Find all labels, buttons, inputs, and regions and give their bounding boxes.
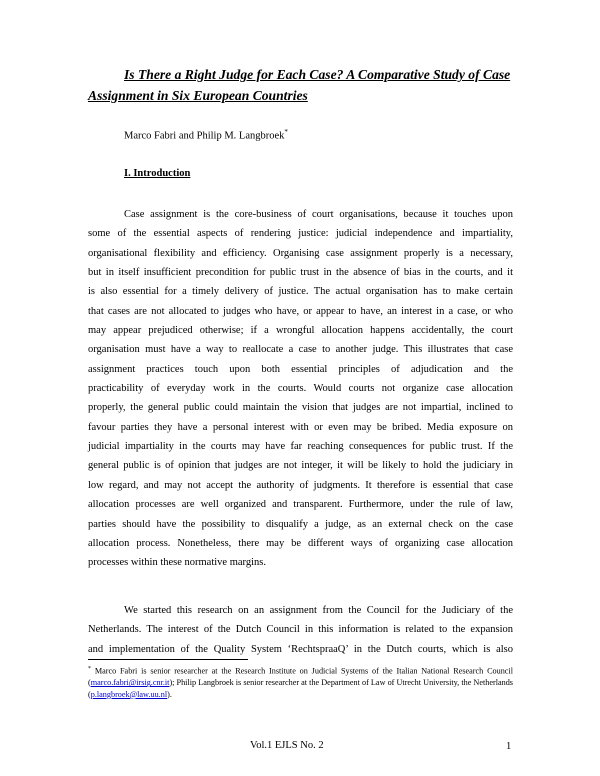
title-line-1: Is There a Right Judge for Each Case? A Comparative Study of Case [124, 67, 511, 82]
email-link-fabri[interactable]: marco.fabri@irsig.cnr.it [90, 678, 170, 688]
paragraph-line: parties should have the possibility to disqualify a judge, as an external check on the case [88, 518, 513, 530]
paragraph-line: Netherlands. The interest of the Dutch Council in this information is related to the expansion [88, 624, 513, 636]
footnote-text: ); Philip Langbroek is senior researcher at the Department of Law of Utrecht University, the Netherlands ( [88, 678, 513, 699]
paragraph-line: assignment practices touch upon both essential principles of adjudication and the [88, 363, 513, 375]
paragraph-line: allocation process. Nonetheless, there may be different ways of organizing case allocation [88, 537, 513, 549]
paragraph-line: judicial impartiality in the courts may have far reaching consequences for public trust. If the [88, 441, 513, 453]
paragraph-line: properly, the general public could maintain the vision that judges are not impartial, inclined to [88, 402, 513, 414]
paragraph-line: Case assignment is the core-business of court organisations, because it touches upon [124, 209, 513, 220]
paragraph-line: organisational flexibility and efficiency. Organising case assignment properly is a necessary, [88, 247, 513, 259]
paragraph-line: general public is of opinion that judges are not integer, it will be likely to hold the judiciary in [88, 460, 513, 472]
paragraph-line: but in itself insufficient precondition for public trust in the absence of bias in the courts, and it [88, 267, 513, 279]
page-number: 1 [506, 741, 512, 752]
introduction-paragraph-2 [88, 601, 513, 659]
paragraph-line: low regard, and may not accept the authority of judgments. It therefore is essential that case [88, 479, 513, 491]
email-link-langbroek[interactable]: p.langbroek@law.uu.nl [90, 689, 168, 699]
paragraph-line: some of the essential aspects of rendering justice: judicial independence and impartiality, [88, 228, 513, 240]
paragraph-line: and implementation of the Quality System ‘RechtspraaQ’ in the Dutch courts, which is also [88, 643, 513, 655]
paragraph-line: favour parties they have a personal interest with or even may be bribed. Media exposure on [88, 421, 513, 433]
footnote-divider [88, 659, 248, 660]
author-line [124, 125, 288, 144]
paragraph-line: practicability of everyday work in the courts. Would courts not organize case allocation [88, 383, 513, 395]
paper-title [88, 64, 518, 106]
footnote-marker: * [88, 666, 91, 672]
footnote-text: ). [167, 689, 172, 699]
section-heading: I. Introduction [124, 168, 191, 179]
footnote-text: Marco Fabri is senior researcher at the Research Institute on Judicial Systems of the Italian National Research Council ( [88, 666, 513, 688]
journal-footer: Vol.1 EJLS No. 2 [250, 740, 324, 751]
paragraph-line: allocation processes are well organized and transparent. Furthermore, under the rule of law, [88, 499, 513, 511]
paragraph-line: processes within these normative margins. [88, 557, 266, 569]
paragraph-line: We started this research on an assignment from the Council for the Judiciary of the [124, 605, 513, 616]
footnote [88, 664, 513, 700]
paragraph-line: may appear prejudiced otherwise; if a wrongful allocation happens accidentally, the court [88, 325, 513, 337]
title-line-2: Assignment in Six European Countries [88, 88, 308, 103]
paragraph-line: is also essential for a timely delivery of justice. The actual organisation has to make certain [88, 286, 513, 298]
introduction-paragraph-1 [88, 205, 513, 573]
author-footnote-marker: * [284, 128, 288, 136]
author-names: Marco Fabri and Philip M. Langbroek [124, 130, 285, 142]
paragraph-line: organisation must have a way to reallocate a case to another judge. This illustrates that case [88, 344, 513, 356]
paragraph-line: that cases are not allocated to judges who have, or appear to have, an interest in a case, or who [88, 305, 513, 317]
